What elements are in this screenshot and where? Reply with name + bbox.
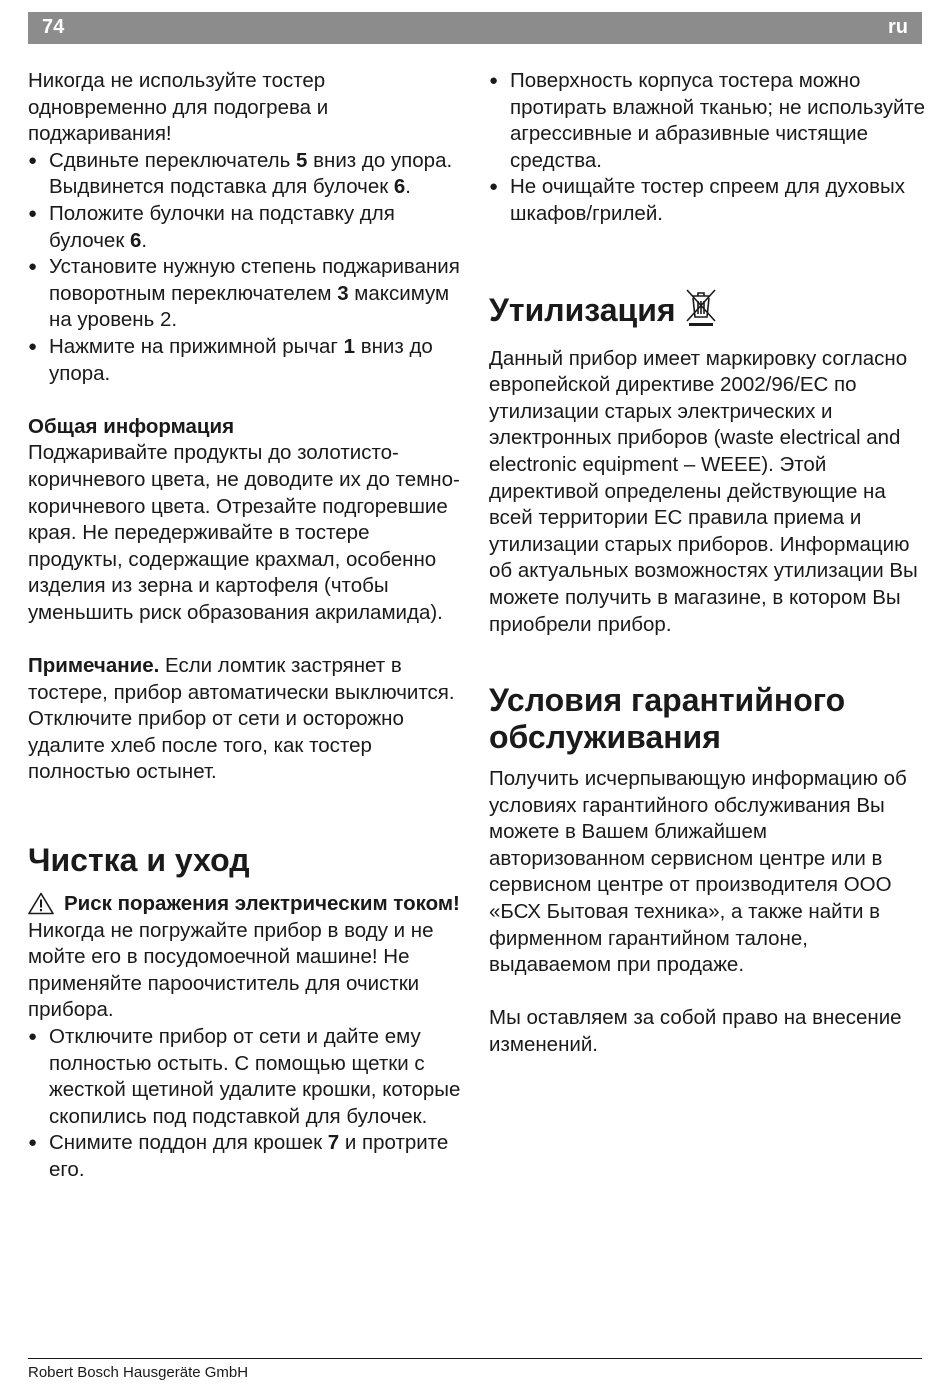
step-ref-number: 5 <box>296 148 308 172</box>
care-steps <box>489 68 927 228</box>
footer-company: Robert Bosch Hausgeräte GmbH <box>28 1364 249 1381</box>
step-text: Положите булочки на подставку для булочек <box>49 201 395 252</box>
crossed-out-bin-icon <box>684 286 718 336</box>
step-ref-number: 6 <box>129 228 142 252</box>
right-column <box>489 68 927 1059</box>
warning-text: Никогда не погружайте прибор в воду и не мойте его в посудомоечной машине! Не применяйте пароочиститель для очистки прибора. <box>28 918 434 1022</box>
page-number: 74 <box>42 16 65 38</box>
note-label: Примечание. <box>28 654 160 678</box>
step-text: вниз до упора. <box>49 334 433 385</box>
disposal-heading <box>489 286 927 336</box>
list-item <box>28 334 464 387</box>
step-text: максимум на уровень 2. <box>49 281 450 332</box>
toasting-steps <box>28 148 464 387</box>
step-text: . <box>405 175 411 199</box>
step-text: Установите нужную степень поджаривания поворотным переключателем <box>49 255 460 305</box>
cleaning-heading: Чистка и уход <box>28 842 250 879</box>
step-text: Сдвиньте переключатель <box>49 148 297 172</box>
note-paragraph <box>28 653 464 786</box>
list-item <box>28 148 464 201</box>
step-text: . <box>141 228 148 252</box>
general-info-text: Поджаривайте продукты до золотисто-коричневого цвета, не доводите их до темно-коричневого цвета. Отрезайте подгоревшие края. Не передерживайте в тостере продукты, содержащие крахмал, особенно изделия из зерна и картофеля (чтобы уменьшить риск образования акриламида). <box>28 441 460 624</box>
step-ref-number: 3 <box>337 281 349 305</box>
warning-triangle-icon <box>28 892 54 923</box>
note-text: Если ломтик застрянет в тостере, прибор автоматически выключится. Отключите прибор от сети и осторожно удалите хлеб после того, как тостер полностью остынет. <box>28 654 455 784</box>
cleaning-steps <box>28 1024 464 1184</box>
step-text: Отключите прибор от сети и дайте ему полностью остыть. С помощью щетки с жесткой щетиной удалите крошки, которые скопились под подставкой для булочек. <box>49 1025 461 1128</box>
footer-divider <box>28 1358 922 1359</box>
list-item <box>28 254 464 334</box>
step-text: Нажмите на прижимной рычаг <box>49 334 344 358</box>
step-ref-number: 7 <box>327 1131 340 1155</box>
intro-text: Никогда не используйте тостер одновременно для подогрева и поджаривания! <box>28 69 329 146</box>
list-item <box>28 1130 464 1183</box>
step-text: вниз до упора. Выдвинется подставка для булочек <box>49 148 453 199</box>
warning-title <box>28 891 464 918</box>
warning-title-text: Риск поражения электрическим током! <box>64 892 460 916</box>
step-ref-number: 1 <box>343 334 356 358</box>
disposal-heading-text: Утилизация <box>489 292 676 329</box>
disposal-text: Данный прибор имеет маркировку согласно европейской директиве 2002/96/ЕС по утилизации старых электрических и электронных приборов (waste electrical and electronic equipment – WEEE). Этой директивой определены действующие на всей территории ЕС правила приема и утилизации старых приборов. Информацию об актуальных возможностях утилизации Вы можете получить в магазине, в котором Вы приобрели прибор. <box>489 346 918 636</box>
warranty-text: Получить исчерпывающую информацию об условиях гарантийного обслуживания Вы можете в Вашем ближайшем авторизованном сервисном центре или в сервисном центре от производителя ООО «БСХ Бытовая техника», а также найти в фирменном гарантийном талоне, выдаваемом при продаже. <box>489 767 907 977</box>
step-text: Снимите поддон для крошек <box>49 1131 328 1155</box>
reservation-text: Мы оставляем за собой право на внесение изменений. <box>489 1006 902 1057</box>
step-ref-number: 6 <box>393 175 406 199</box>
list-item <box>28 201 464 254</box>
list-item: ● Не очищайте тостер спреем для духовых шкафов/грилей. <box>489 174 927 227</box>
step-text: и протрите его. <box>49 1131 449 1181</box>
general-info-title: Общая информация <box>28 414 235 438</box>
left-column <box>28 68 464 1184</box>
warranty-heading: Условия гарантийного обслуживания <box>489 682 846 756</box>
page-header-bar <box>28 12 922 44</box>
list-item <box>28 1024 464 1130</box>
list-item: ● Поверхность корпуса тостера можно протирать влажной тканью; не используйте агрессивные и абразивные чистящие средства. <box>489 68 927 174</box>
language-code: ru <box>888 16 908 38</box>
